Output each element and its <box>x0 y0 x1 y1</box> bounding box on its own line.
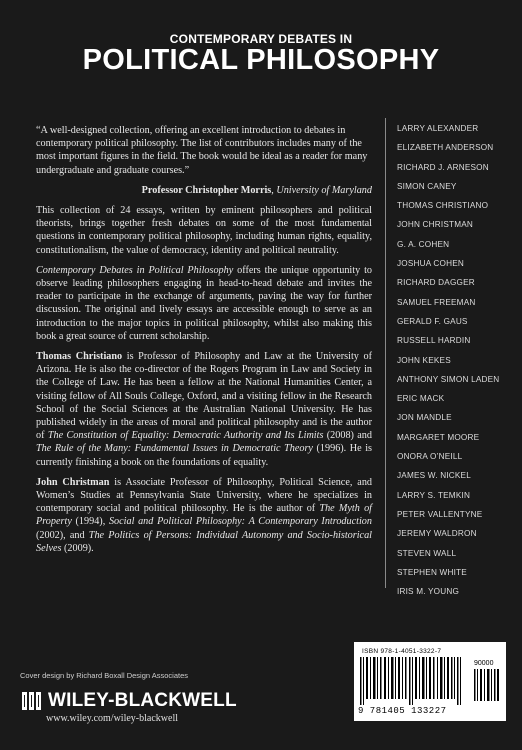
contributor-item: LARRY ALEXANDER <box>397 124 479 133</box>
barcode-bars-icon <box>360 657 470 705</box>
bio-book-title: The Rule of the Many: Fundamental Issues in Democratic Theory <box>36 443 313 455</box>
contributor-item: SAMUEL FREEMAN <box>397 297 476 307</box>
back-cover-text <box>36 124 372 562</box>
bio-text: is Associate Professor of Philosophy, Political Science, and Women’s Studies at Pennsylvania State University, where he specializes in contemporary social and political philosophy. He is the author of <box>36 476 373 515</box>
contributor-item: JEREMY WALDRON <box>397 529 477 539</box>
contributor-item: JOSHUA COHEN <box>397 259 464 269</box>
contributor-item: IRIS M. YOUNG <box>397 587 460 597</box>
endorsement-attribution: Professor Christopher Morris, University of Maryland <box>141 184 372 196</box>
endorsement-author: Professor Christopher Morris <box>141 184 272 196</box>
contributor-item: RICHARD J. ARNESON <box>397 162 489 172</box>
contributor-item: RUSSELL HARDIN <box>397 336 471 346</box>
bio-text: (1994), <box>71 516 109 528</box>
bio-text: (2008) and <box>323 430 372 442</box>
contributor-item: LARRY S. TEMKIN <box>397 490 471 500</box>
contributor-list <box>397 124 517 606</box>
column-divider <box>385 118 386 588</box>
contributor-item: STEPHEN WHITE <box>397 567 467 577</box>
barcode-digits: 9 781405 133227 <box>358 706 447 716</box>
contributor-item: STEVEN WALL <box>397 548 457 558</box>
contributor-item: JAMES W. NICKEL <box>397 471 471 481</box>
bio-book-title: The Politics of Persons: Individual Autonomy and Socio-historical Selves <box>36 529 372 554</box>
bio-book-title: The Constitution of Equality: Democratic Authority and Its Limits <box>47 430 324 442</box>
endorsement-quote: “A well-designed collection, offering an excellent introduction to debates in contemporary political philosophy. The list of contributors includes many of the most important figures in the field. The book would be ideal as a reader for many undergraduate and graduate courses.” <box>36 125 368 176</box>
contributor-item: RICHARD DAGGER <box>397 278 475 288</box>
description-text: offers the unique opportunity to observe leading philosophers engaging in head-to-head debate and invites the reader to participate in the exchange of arguments, paving the way for further discussion. The original and lively essays are accessible enough to serve as an introduction to the major topics in political philosophy, whilst also making this book a great source of current scholarship. <box>36 264 372 342</box>
contributor-item: ANTHONY SIMON LADEN <box>397 374 500 384</box>
bio-text: (1996). He is currently finishing a book on the foundations of equality. <box>36 443 372 468</box>
isbn-text: ISBN 978-1-4051-3322-7 <box>362 648 442 655</box>
endorsement-affiliation: University of Maryland <box>276 184 372 196</box>
wiley-blackwell-logo-icon <box>20 689 44 713</box>
contributor-item: PETER VALLENTYNE <box>397 509 483 519</box>
bio-book-title: Social and Political Philosophy: A Contemporary Introduction <box>108 516 372 528</box>
bio-john-christman <box>36 476 372 555</box>
bio-name: Thomas Christiano <box>36 351 123 363</box>
contributor-item: MARGARET MOORE <box>397 432 480 442</box>
book-title: POLITICAL PHILOSOPHY <box>82 44 440 76</box>
series-title: CONTEMPORARY DEBATES IN <box>169 32 353 46</box>
bio-text: (2009). <box>61 542 94 554</box>
description-paragraph-2 <box>36 264 372 343</box>
contributor-item: ERIC MACK <box>397 394 445 404</box>
contributor-item: JON MANDLE <box>397 413 452 423</box>
bio-text: (2002), and <box>36 529 89 541</box>
contributor-item: ONORA O’NEILL <box>397 452 463 462</box>
contributor-item: THOMAS CHRISTIANO <box>397 201 489 211</box>
publisher-logo <box>20 689 237 713</box>
barcode-addon: 90000 <box>474 660 494 667</box>
bio-name: John Christman <box>36 476 110 488</box>
contributor-item: G. A. COHEN <box>397 239 450 249</box>
barcode-addon-bars-icon <box>474 669 500 701</box>
cover-credit: Cover design by Richard Boxall Design Associates <box>20 671 188 680</box>
bio-book-title: The Myth of Property <box>36 503 372 528</box>
publisher-name: WILEY-BLACKWELL <box>48 690 237 711</box>
contributor-item: SIMON CANEY <box>397 181 457 191</box>
contributor-item: GERALD F. GAUS <box>397 316 468 326</box>
publisher-url: www.wiley.com/wiley-blackwell <box>46 713 178 724</box>
bio-thomas-christiano <box>36 350 372 469</box>
contributor-item: ELIZABETH ANDERSON <box>397 143 494 153</box>
barcode <box>354 642 506 721</box>
bio-text: is Professor of Philosophy and Law at the University of Arizona. He is also the co-director of the Rogers Program in Law and Society in the College of Law. He has been a fellow at the National Humanities Center, a visiting fellow of All Souls College, Oxford, and a visiting fellow in the Research School of the Social Sciences at the Australian National University. He has published widely in the areas of moral and political philosophy and is the author of <box>36 351 372 442</box>
contributor-item: JOHN KEKES <box>397 355 451 365</box>
contributor-item: JOHN CHRISTMAN <box>397 220 474 230</box>
description-paragraph-1: This collection of 24 essays, written by eminent philosophers and political theorists, brings together fresh debates on some of the most fundamental questions in contemporary political philosophy, including human rights, equality, constitutionalism, the value of democracy, identity and political neutrality. <box>36 205 372 256</box>
description-book-title: Contemporary Debates in Political Philosophy <box>36 264 234 276</box>
